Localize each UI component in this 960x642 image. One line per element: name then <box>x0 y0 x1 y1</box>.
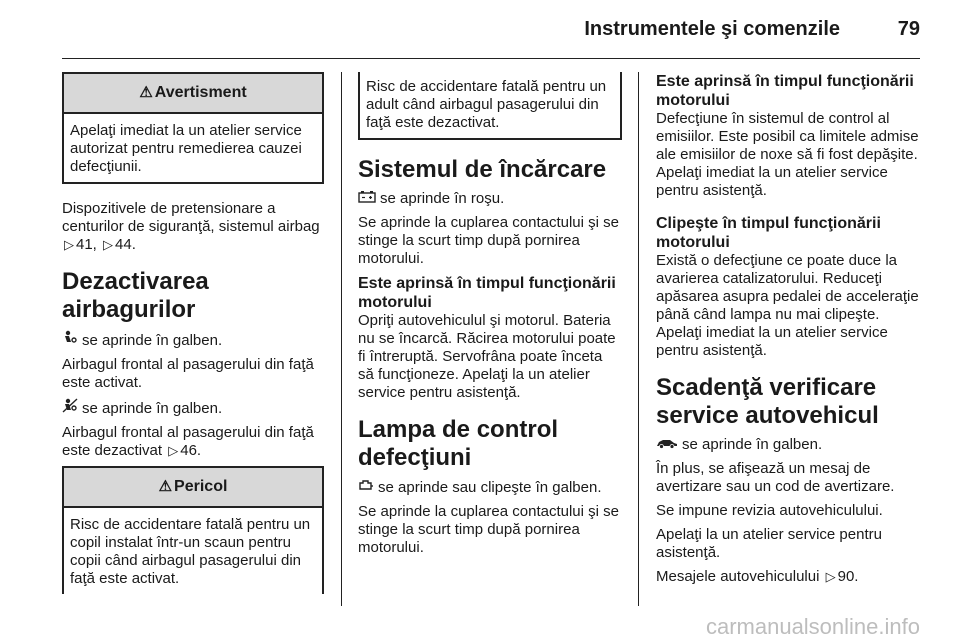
airbag-deactivated-body: Airbagul frontal al pasagerului din faţă este dezactivat <box>62 424 314 459</box>
airbag-deactivated-ref[interactable]: 46. <box>180 442 202 459</box>
page-ref-arrow-icon: ▷ <box>103 237 114 252</box>
service-ref-line <box>656 568 924 586</box>
car-service-icon <box>656 436 678 454</box>
charging-lamp-line <box>358 190 622 208</box>
engine-on-text: Defecţiune în sistemul de control al emisiilor. Este posibil ca limitele admise ale emisiilor de noxe să fi fost depăşite. Apelaţi imediat la un atelier service pentru asistenţă. <box>656 110 919 199</box>
watermark: carmanualsonline.info <box>705 614 920 639</box>
warning-icon: ⚠ <box>139 84 153 101</box>
page-ref-arrow-icon: ▷ <box>825 569 836 584</box>
airbag-off-line <box>62 398 324 418</box>
pretension-ref-1[interactable]: 41, <box>76 236 97 253</box>
airbag-deactivated-text <box>62 424 324 460</box>
engine-icon <box>358 478 374 497</box>
header-title: Instrumentele şi comenzile <box>584 18 840 40</box>
airbag-on-icon <box>62 330 78 350</box>
page-header <box>0 0 960 62</box>
charging-heading: Sistemul de încărcare <box>358 156 607 183</box>
column-1 <box>62 72 324 610</box>
engine-on-heading: Este aprinsă în timpul funcţionării motorului <box>656 73 914 109</box>
warning-box <box>62 72 324 184</box>
malfunction-text: Se aprinde la cuplarea contactului şi se stinge la scurt timp după pornirea motorului. <box>358 503 619 556</box>
malfunction-lamp-text: se aprinde sau clipeşte în galben. <box>378 479 602 496</box>
airbag-on-line <box>62 330 324 350</box>
service-lamp-text: se aprinde în galben. <box>682 436 823 453</box>
service-text-3: Apelaţi la un atelier service pentru asistenţă. <box>656 526 882 561</box>
charging-sub-text: Opriţi autovehiculul şi motorul. Bateria nu se încarcă. Răcirea motorului poate fi întreruptă. Servofrâna poate înceta să funcţioneze. Apelaţi la un atelier service pentru asistenţă. <box>358 312 616 401</box>
column-2 <box>358 72 622 557</box>
deactivation-heading: Dezactivarea airbagurilor <box>62 268 209 323</box>
service-ref-text: Mesajele autovehiculului <box>656 568 820 585</box>
battery-icon <box>358 190 376 208</box>
charging-text: Se aprinde la cuplarea contactului şi se stinge la scurt timp după pornirea motorului. <box>358 214 619 267</box>
airbag-off-text: se aprinde în galben. <box>82 400 223 417</box>
danger-box-title: Pericol <box>174 478 228 495</box>
pretension-text <box>62 200 324 254</box>
danger-box-continuation <box>358 72 622 140</box>
column-3 <box>656 72 924 586</box>
airbag-on-text: se aprinde în galben. <box>82 332 223 349</box>
danger-box-header <box>64 468 322 508</box>
service-lamp-line <box>656 436 924 454</box>
service-text-2: Se impune revizia autovehiculului. <box>656 502 883 519</box>
airbag-active-text: Airbagul frontal al pasagerului din faţă este activat. <box>62 356 314 391</box>
page-ref-arrow-icon: ▷ <box>64 237 74 252</box>
warning-box-title: Avertisment <box>154 84 247 101</box>
warning-box-text: Apelaţi imediat la un atelier service autorizat pentru remedierea cauzei defecţiunii. <box>70 122 302 175</box>
pretension-body: Dispozitivele de pretensionare a centurilor de siguranţă, sistemul airbag <box>62 200 320 235</box>
service-text-1: În plus, se afişează un mesaj de avertizare sau un cod de avertizare. <box>656 460 895 495</box>
engine-flash-heading: Clipeşte în timpul funcţionării motorului <box>656 215 881 251</box>
charging-sub-heading: Este aprinsă în timpul funcţionării motorului <box>358 275 616 311</box>
pretension-ref-2[interactable]: 44. <box>115 236 136 253</box>
malfunction-heading: Lampa de control defecţiuni <box>358 416 559 471</box>
warning-icon: ⚠ <box>158 478 173 495</box>
danger-box-text: Risc de accidentare fatală pentru un copil instalat într-un scaun pentru copii când airbagul pasagerului din faţă este activat. <box>70 516 311 587</box>
page-ref-arrow-icon: ▷ <box>168 443 179 458</box>
engine-flash-text: Există o defecţiune ce poate duce la avarierea catalizatorului. Reduceţi apăsarea asupra pedalei de acceleraţie până când lampa nu mai clipeşte. Apelaţi imediat la un atelier service pentru asistenţă. <box>656 252 919 359</box>
service-heading: Scadenţă verificare service autovehicul <box>656 374 879 429</box>
service-ref[interactable]: 90. <box>837 568 859 585</box>
column-divider-1 <box>341 72 342 606</box>
charging-lamp-text: se aprinde în roşu. <box>380 190 505 207</box>
malfunction-lamp-line <box>358 478 622 497</box>
airbag-off-icon <box>62 398 78 418</box>
warning-box-header <box>64 74 322 114</box>
page-number: 79 <box>897 18 920 40</box>
danger-box-continuation-text: Risc de accidentare fatală pentru un adult când airbagul pasagerului din faţă este dezactivat. <box>366 78 607 131</box>
danger-box <box>62 466 324 594</box>
column-divider-2 <box>638 72 639 606</box>
header-divider <box>62 58 920 59</box>
